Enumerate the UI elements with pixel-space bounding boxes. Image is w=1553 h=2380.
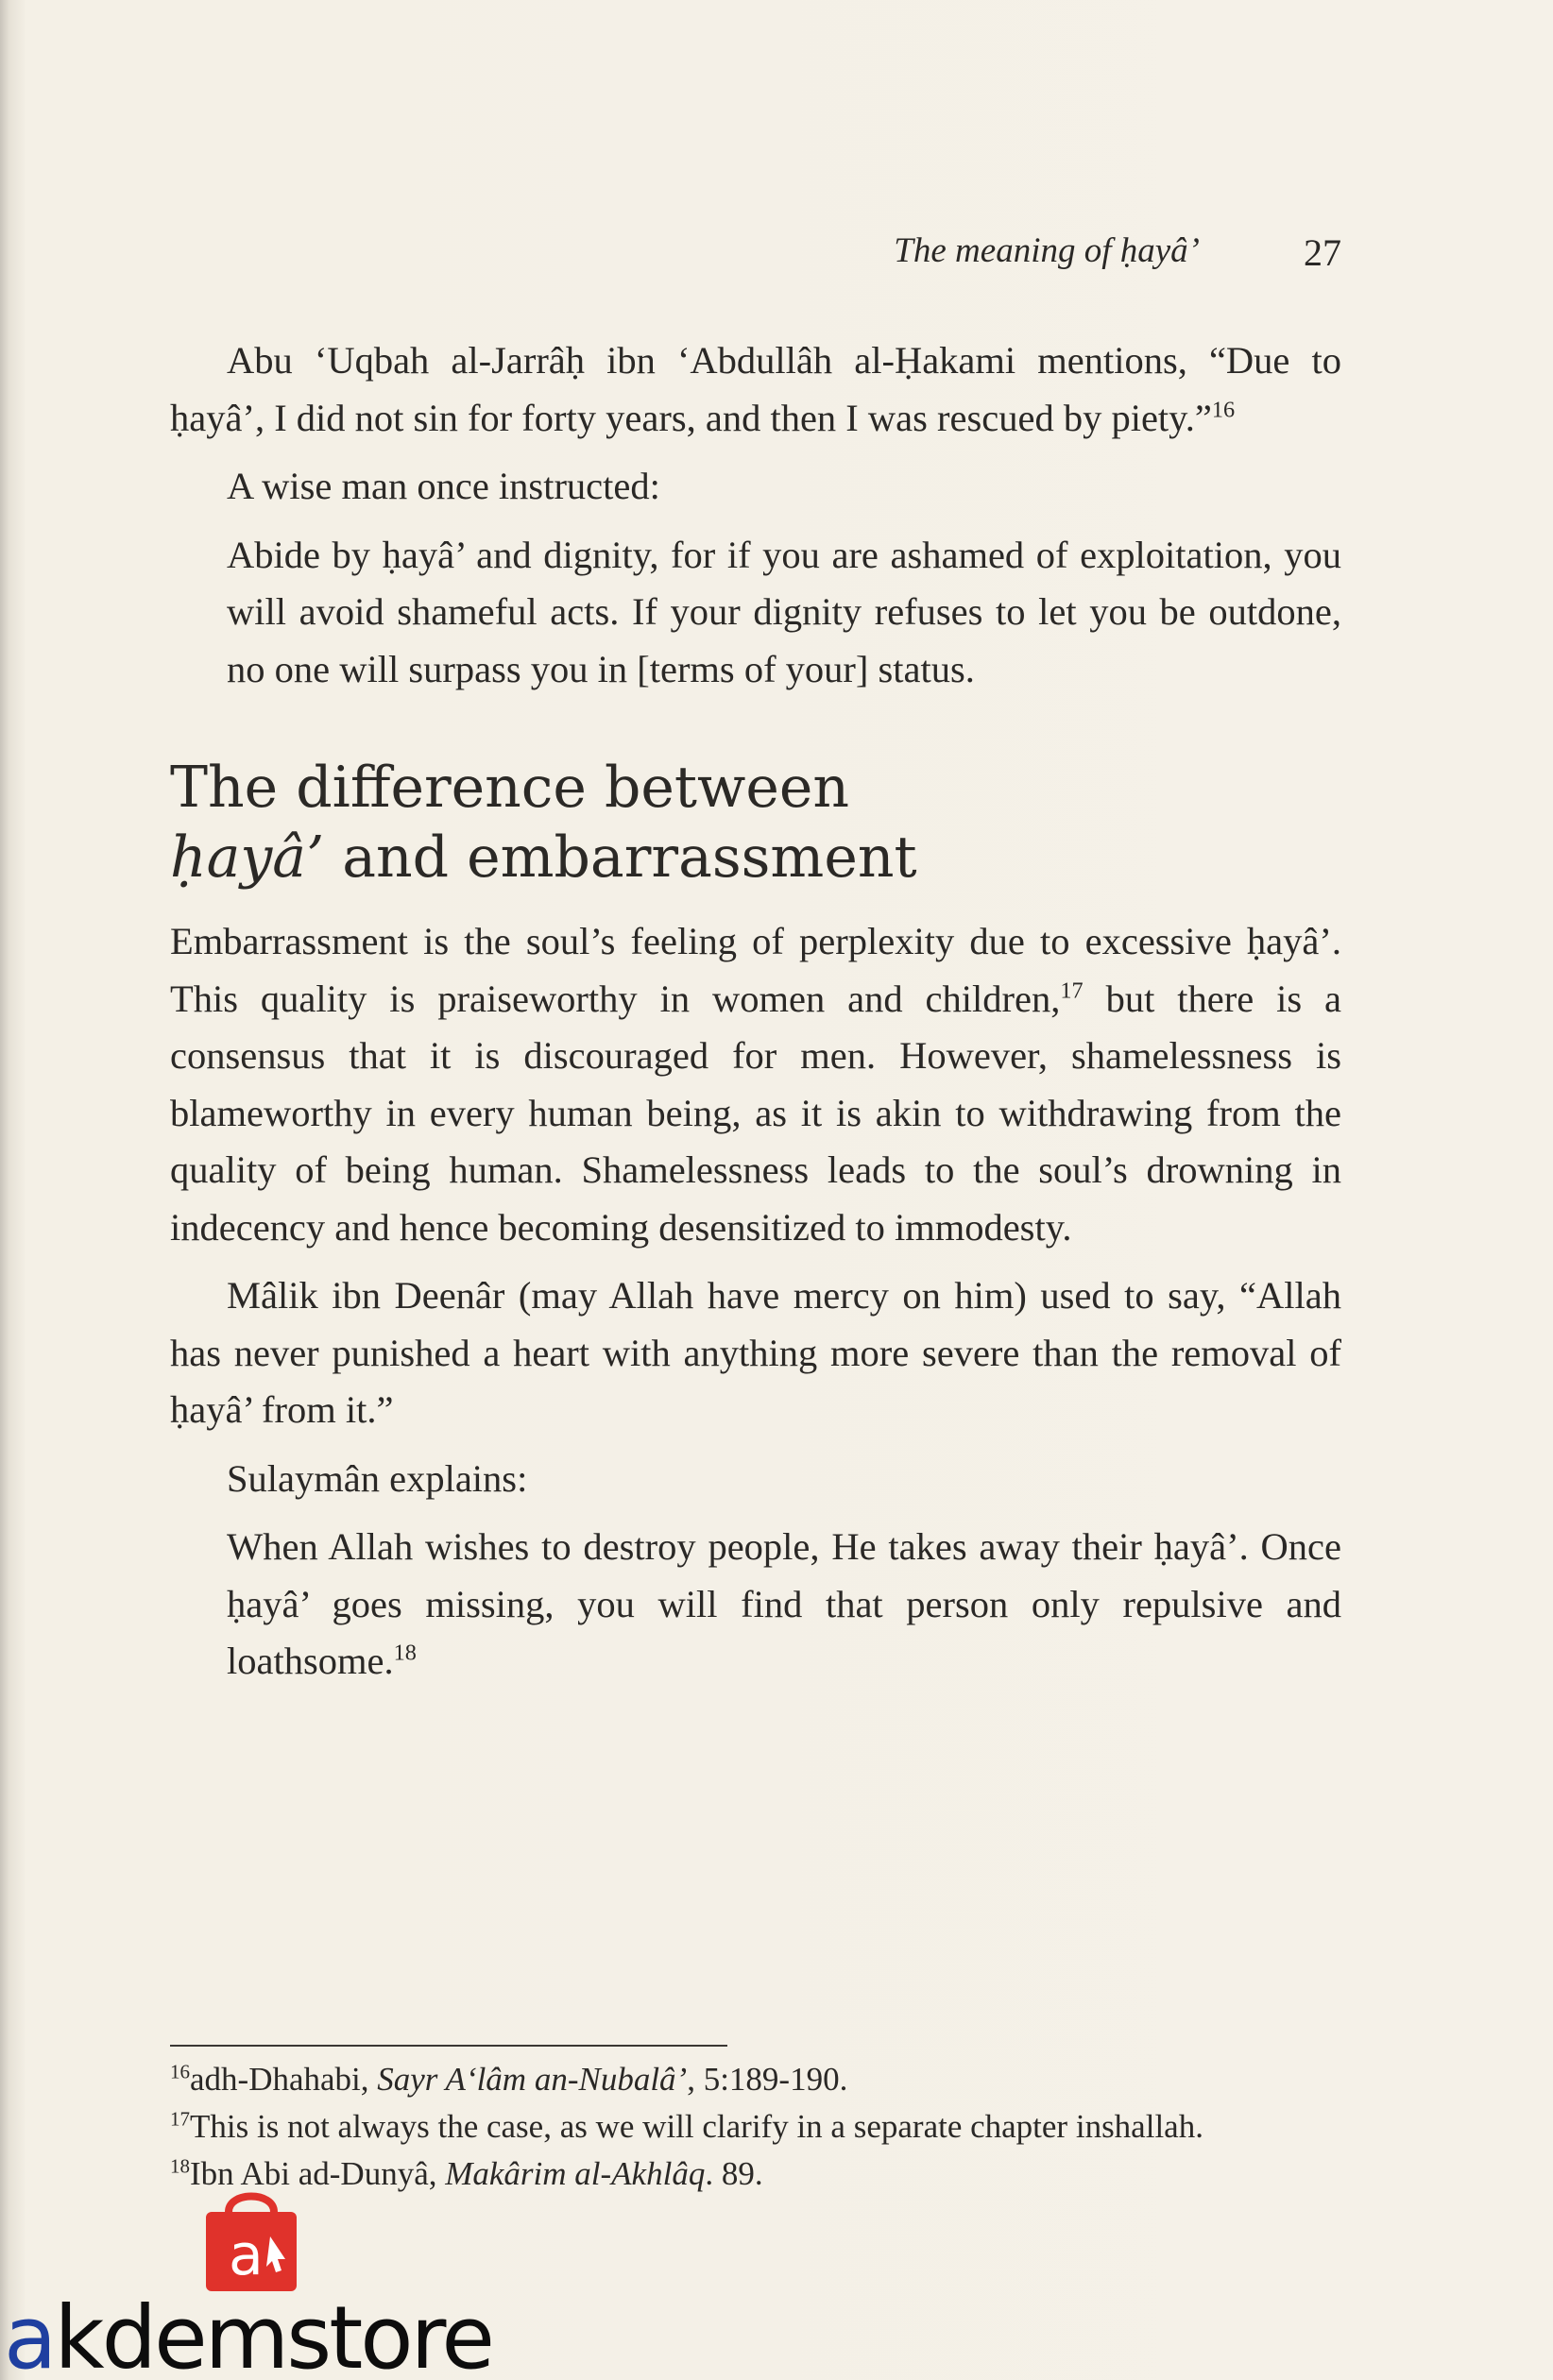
paragraph-wise-man: A wise man once instructed: — [227, 465, 660, 507]
footnote-title: Sayr A‘lâm an-Nubalâ’ — [377, 2061, 688, 2098]
footnote-17 — [170, 2103, 1341, 2150]
paragraph-abu-uqbah — [170, 332, 1341, 447]
footnote-rule — [170, 2045, 727, 2047]
footnote-ref-18: 18 — [393, 1640, 417, 1666]
running-head-title: The meaning of ḥayâ’ — [894, 231, 1200, 270]
page-number: 27 — [1304, 231, 1341, 274]
paragraph-text: Abu ‘Uqbah al-Jarrâḥ ibn ‘Abdullâh al-Ḥakami mentions, “Due to ḥayâ’, I did not sin for forty years, and then I was rescued by piety.” — [170, 339, 1341, 439]
running-head — [170, 230, 1341, 280]
block-quote-wise-man: Abide by ḥayâ’ and dignity, for if you are ashamed of exploitation, you will avoid shameful acts. If your dignity refuses to let you be outdone, no one will surpass you in [terms of your] status. — [227, 533, 1341, 690]
store-watermark — [0, 2184, 529, 2380]
shopping-bag-icon — [200, 2184, 302, 2293]
footnote-title: Makârim al-Akhlâq — [445, 2155, 706, 2192]
footnote-number: 17 — [170, 2107, 190, 2131]
footnote-text: This is not always the case, as we will clarify in a separate chapter inshallah. — [190, 2108, 1203, 2145]
logo-text-rest: kdemstore — [54, 2287, 492, 2380]
quote-text: When Allah wishes to destroy people, He takes away their ḥayâ’. Once ḥayâ’ goes missing, you will find that person only repulsive and loathsome. — [227, 1525, 1341, 1682]
footnotes — [170, 2045, 1341, 2198]
paragraph-sulayman: Sulaymân explains: — [227, 1456, 528, 1500]
footnote-ref-16: 16 — [1211, 397, 1236, 422]
paragraph-text: but there is a consensus that it is discouraged for men. However, shamelessness is blameworthy in every human being, as it is akin to withdrawing from the quality of being human. Shamelessness leads to the soul’s drowning in indecency and hence becoming desensitized to immodesty. — [170, 977, 1341, 1249]
footnote-ref-17: 17 — [1060, 978, 1084, 1003]
footnote-16 — [170, 2056, 1341, 2103]
footnote-number: 16 — [170, 2060, 190, 2083]
footnote-text: , 5:189-190. — [687, 2061, 848, 2098]
footnote-number: 18 — [170, 2154, 190, 2178]
svg-text:a: a — [229, 2222, 264, 2288]
heading-italic-term: ḥayâ’ — [170, 824, 325, 891]
paragraph-malik: Mâlik ibn Deenâr (may Allah have mercy on him) used to say, “Allah has never punished a heart with anything more severe than the removal of ḥayâ’ from it.” — [170, 1274, 1341, 1431]
store-logo-text — [4, 2287, 492, 2380]
heading-line-2: and embarrassment — [324, 824, 917, 891]
body-text — [170, 332, 1341, 1702]
footnote-text: . 89. — [705, 2155, 763, 2192]
section-heading — [170, 753, 1341, 892]
footnote-text: adh-Dhahabi, — [190, 2061, 378, 2098]
heading-line-1: The difference between — [170, 755, 850, 821]
paragraph-embarrassment — [170, 913, 1341, 1256]
footnote-text: Ibn Abi ad-Dunyâ, — [190, 2155, 446, 2192]
block-quote-sulayman — [227, 1519, 1341, 1691]
logo-letter-a: a — [4, 2287, 55, 2380]
paragraph-text: Embarrassment is the soul’s feeling of perplexity due to excessive ḥayâ’. This quality is praiseworthy in women and children, — [170, 920, 1341, 1020]
